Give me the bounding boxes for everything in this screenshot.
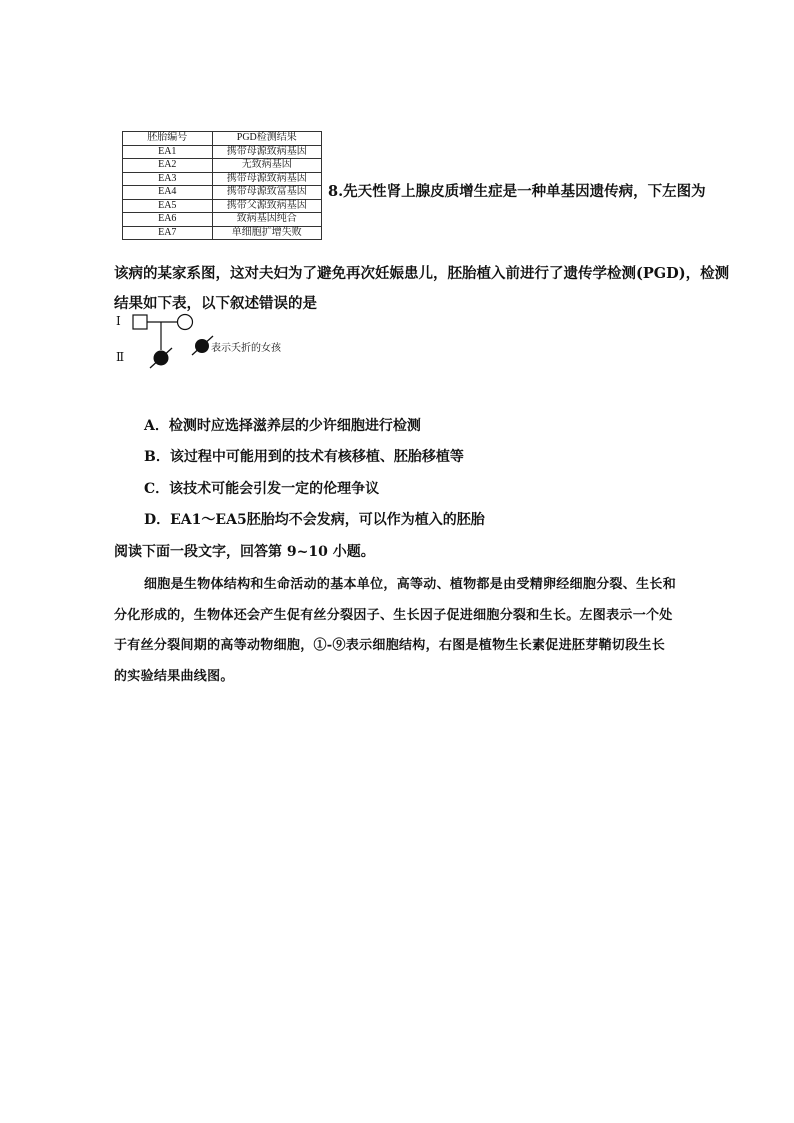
cell-embryo-id: EA5 [123,199,213,213]
pedigree-father-square [133,315,147,329]
generation-1-label: I [116,314,121,328]
cell-result: 携带母源致富基因 [212,186,321,200]
table-row [123,145,322,159]
cell-result: 单细胞扩增失败 [212,226,321,240]
table-row [123,199,322,213]
option-a: A．检测时应选择滋养层的少许细胞进行检测 [144,418,421,434]
paragraph-line-2: 分化形成的，生物体还会产生促有丝分裂因子、生长因子促进细胞分裂和生长。左图表示一个处 [114,608,673,623]
paragraph-line-4: 的实验结果曲线图。 [114,669,234,684]
table-row [123,172,322,186]
question-8-stem-line-2: 该病的某家系图，这对夫妇为了避免再次妊娠患儿，胚胎植入前进行了遗传学检测(PGD)，检测 [114,265,730,282]
table-header-row [123,132,322,146]
question-8-stem-line-1: 8.先天性肾上腺皮质增生症是一种单基因遗传病，下左图为 [328,183,706,200]
reading-intro: 阅读下面一段文字，回答第 9~10 小题。 [114,544,375,560]
table-row [123,186,322,200]
paragraph-line-1: 细胞是生物体结构和生命活动的基本单位，高等动、植物都是由受精卵经细胞分裂、生长和 [144,577,677,592]
pedigree-legend-text: 表示夭折的女孩 [211,343,281,354]
option-d: D．EA1～EA5胚胎均不会发病，可以作为植入的胚胎 [144,512,485,528]
cell-result: 无致病基因 [212,159,321,173]
table-row [123,226,322,240]
header-pgd-result: PGD检测结果 [212,132,321,146]
pedigree-mother-circle [178,315,193,330]
option-c: C．该技术可能会引发一定的伦理争议 [144,481,380,497]
table-row [123,159,322,173]
cell-embryo-id: EA4 [123,186,213,200]
cell-result: 携带父源致病基因 [212,199,321,213]
cell-result: 携带母源致病基因 [212,145,321,159]
cell-embryo-id: EA1 [123,145,213,159]
generation-2-label: Ⅱ [116,350,125,364]
cell-embryo-id: EA2 [123,159,213,173]
cell-result: 致病基因纯合 [212,213,321,227]
cell-result: 携带母源致病基因 [212,172,321,186]
header-embryo-id: 胚胎编号 [123,132,213,146]
cell-embryo-id: EA7 [123,226,213,240]
paragraph-line-3: 于有丝分裂间期的高等动物细胞，①-⑨表示细胞结构，右图是植物生长素促进胚芽鞘切段生长 [114,638,665,653]
table-row [123,213,322,227]
option-b: B．该过程中可能用到的技术有核移植、胚胎移植等 [144,449,464,465]
cell-embryo-id: EA6 [123,213,213,227]
pedigree-chart [128,308,218,372]
cell-embryo-id: EA3 [123,172,213,186]
pgd-result-table [122,131,322,240]
question-8-stem-line-3: 结果如下表，以下叙述错误的是 [114,295,317,312]
